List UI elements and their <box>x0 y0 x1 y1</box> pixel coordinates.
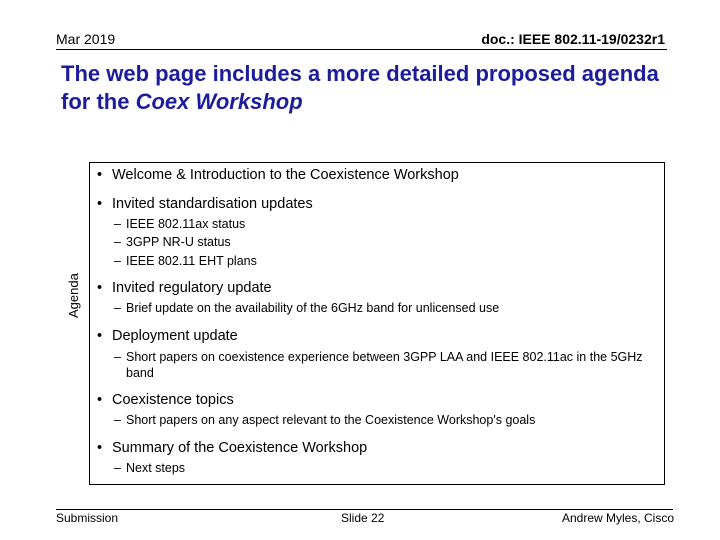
agenda-subitem <box>114 217 245 231</box>
agenda-subitem-text: Brief update on the availability of the 6GHz band for unlicensed use <box>126 301 500 315</box>
header-date: Mar 2019 <box>56 31 116 47</box>
agenda-item <box>97 328 238 344</box>
agenda-item <box>97 167 459 183</box>
footer-submission: Submission <box>56 511 119 525</box>
dash-glyph: – <box>114 217 121 231</box>
agenda-subitem <box>114 301 499 315</box>
agenda-subitem <box>114 235 231 249</box>
agenda-item <box>97 440 367 456</box>
agenda-item <box>97 392 234 408</box>
dash-glyph: – <box>114 413 121 427</box>
agenda-subitem <box>114 413 535 427</box>
agenda-item-text: Coexistence topics <box>112 392 234 408</box>
agenda-subitem-text: Next steps <box>126 461 186 475</box>
dash-glyph: – <box>114 350 121 364</box>
header-divider <box>56 49 667 50</box>
agenda-item-text: Welcome & Introduction to the Coexistence Workshop <box>112 167 459 183</box>
header-doc-id: doc.: IEEE 802.11-19/0232r1 <box>481 31 665 47</box>
agenda-subitem-text: 3GPP NR-U status <box>126 235 231 249</box>
footer-slide-number: Slide 22 <box>341 511 385 525</box>
bullet-glyph: • <box>97 328 103 344</box>
bullet-glyph: • <box>97 167 103 183</box>
agenda-subitem-text: Short papers on coexistence experience between 3GPP LAA and IEEE 802.11ac in the 5GHz band <box>126 350 643 380</box>
agenda-subitem-text: IEEE 802.11ax status <box>126 217 246 231</box>
agenda-subitem <box>114 461 185 475</box>
agenda-side-label: Agenda <box>66 273 81 318</box>
agenda-subitem <box>114 254 257 268</box>
dash-glyph: – <box>114 461 121 475</box>
agenda-item <box>97 280 272 296</box>
bullet-glyph: • <box>97 196 103 212</box>
footer-author: Andrew Myles, Cisco <box>561 511 674 525</box>
agenda-subitem <box>114 349 654 381</box>
bullet-glyph: • <box>97 440 103 456</box>
agenda-item-text: Deployment update <box>112 328 238 344</box>
agenda-item <box>97 196 313 212</box>
bullet-glyph: • <box>97 392 103 408</box>
slide-title <box>61 60 681 116</box>
footer-divider <box>56 509 673 510</box>
agenda-subitem-text: Short papers on any aspect relevant to the Coexistence Workshop's goals <box>126 413 536 427</box>
agenda-item-text: Invited standardisation updates <box>112 196 313 212</box>
dash-glyph: – <box>114 235 121 249</box>
agenda-item-text: Invited regulatory update <box>112 280 272 296</box>
dash-glyph: – <box>114 254 121 268</box>
slide-title-emphasis: Coex Workshop <box>135 89 303 114</box>
bullet-glyph: • <box>97 280 103 296</box>
agenda-item-text: Summary of the Coexistence Workshop <box>112 440 368 456</box>
slide-title-main: The web page includes a more detailed proposed agenda for the <box>61 61 659 114</box>
dash-glyph: – <box>114 301 121 315</box>
agenda-subitem-text: IEEE 802.11 EHT plans <box>126 254 257 268</box>
